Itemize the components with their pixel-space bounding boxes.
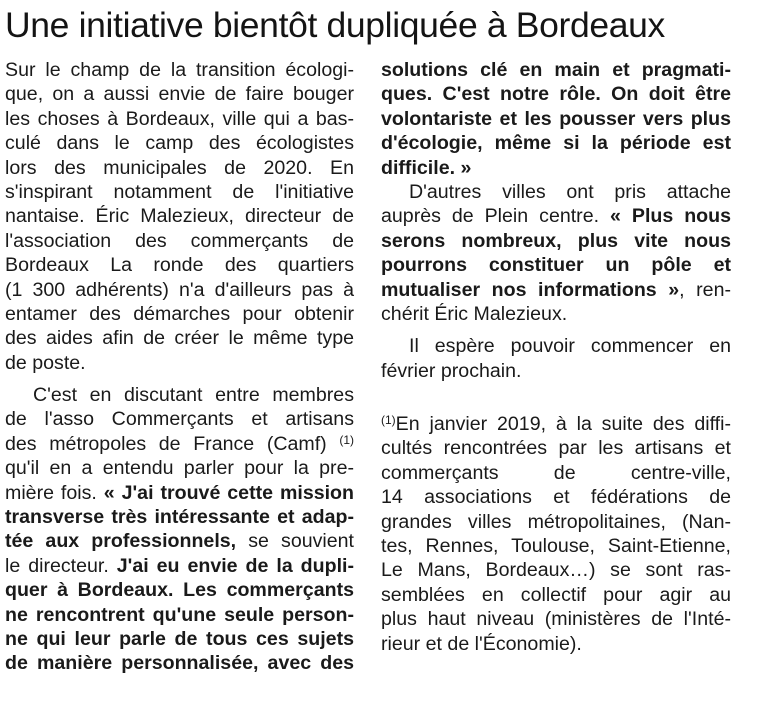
text-run: auprès de Plein centre. bbox=[381, 205, 611, 228]
text-line bbox=[5, 554, 354, 578]
quote-line: d'écologie, même si la période est bbox=[381, 132, 731, 155]
quote-line: transverse très intéressante et adap- bbox=[5, 506, 354, 529]
text-line: qu'il en a entendu parler pour la pre- bbox=[5, 457, 354, 480]
paragraph-intro bbox=[5, 58, 354, 375]
text-line bbox=[381, 204, 731, 228]
quote-run: J'ai eu envie de la dupli- bbox=[116, 554, 354, 577]
quote-line: pourrons constituer un pôle et bbox=[381, 254, 731, 277]
quote-run: « Plus nous bbox=[610, 205, 732, 228]
text-line: Sur le champ de la transition écologi- bbox=[5, 59, 354, 81]
text-line: des aides afin de créer le même type bbox=[5, 327, 354, 350]
text-run: mière fois. bbox=[5, 481, 104, 504]
text-line: chérit Éric Malezieux. bbox=[381, 302, 568, 325]
quote-run: tée aux professionnels, bbox=[5, 530, 237, 553]
paragraph-hope bbox=[381, 334, 731, 383]
quote-line: quer à Bordeaux. Les commerçants bbox=[5, 579, 354, 602]
text-line: lors des municipales de 2020. En bbox=[5, 156, 354, 179]
paragraph-other-cities bbox=[381, 180, 731, 326]
left-column bbox=[5, 58, 354, 676]
quote-run: « J'ai trouvé cette mission bbox=[103, 481, 354, 504]
footnote-reference: (1) bbox=[339, 432, 354, 447]
text-run: le directeur. bbox=[5, 554, 117, 577]
text-line: plus haut niveau (ministères de l'Inté- bbox=[381, 608, 731, 631]
footnote bbox=[381, 412, 731, 656]
text-line: Il espère pouvoir commencer en bbox=[409, 335, 731, 358]
text-line: rieur et de l'Économie). bbox=[381, 632, 582, 655]
text-line: Le Mans, Bordeaux…) se sont ras- bbox=[381, 559, 731, 582]
text-line: les choses à Bordeaux, ville qui a bas- bbox=[5, 107, 354, 130]
quote-continuation bbox=[381, 58, 731, 180]
text-line: l'association des commerçants de bbox=[5, 229, 354, 252]
article-title: Une initiative bientôt dupliquée à Bordeaux bbox=[5, 5, 665, 45]
text-line: culé dans le camp des écologistes bbox=[5, 132, 354, 155]
quote-run: mutualiser nos informations » bbox=[381, 278, 680, 301]
text-line: entamer des démarches pour obtenir bbox=[5, 302, 354, 325]
right-column bbox=[381, 58, 731, 656]
text-line: D'autres villes ont pris attache bbox=[409, 180, 731, 203]
text-line: (1 300 adhérents) n'a d'ailleurs pas à bbox=[5, 278, 354, 301]
quote-line: serons nombreux, plus vite nous bbox=[381, 229, 731, 252]
text-line bbox=[381, 278, 731, 302]
text-line: grandes villes métropolitaines, (Nan- bbox=[381, 510, 731, 533]
text-line: de l'asso Commerçants et artisans bbox=[5, 408, 354, 431]
text-line: de poste. bbox=[5, 351, 86, 374]
quote-line: solutions clé en main et pragmati- bbox=[381, 59, 731, 81]
quote-line: de manière personnalisée, avec des bbox=[5, 652, 354, 675]
text-line: que, on a aussi envie de faire bouger bbox=[5, 83, 354, 106]
text-line: Bordeaux La ronde des quartiers bbox=[5, 254, 354, 277]
text-line bbox=[5, 432, 354, 456]
footnote-marker: (1) bbox=[381, 413, 396, 428]
quote-line: ne rencontrent qu'une seule person- bbox=[5, 603, 354, 626]
text-line: C'est en discutant entre membres bbox=[33, 384, 354, 407]
text-line: tes, Rennes, Toulouse, Saint-Etienne, bbox=[381, 535, 731, 558]
text-line: février prochain. bbox=[381, 359, 522, 382]
text-line: 14 associations et fédérations de bbox=[381, 486, 731, 509]
text-run: se souvient bbox=[236, 530, 354, 553]
text-run: des métropoles de France (Camf) bbox=[5, 432, 327, 455]
text-line: cultés rencontrées par les artisans et bbox=[381, 437, 731, 460]
text-run: En janvier 2019, à la suite des diffi- bbox=[395, 413, 731, 436]
text-line bbox=[5, 529, 354, 553]
quote-line: ques. C'est notre rôle. On doit être bbox=[381, 83, 731, 106]
text-line: commerçants de centre-ville, bbox=[381, 461, 731, 484]
quote-line: difficile. » bbox=[381, 156, 472, 179]
text-line: semblées en collectif pour agir au bbox=[381, 583, 731, 606]
text-run: , ren- bbox=[679, 278, 732, 301]
text-line: s'inspirant notamment de l'initiative bbox=[5, 180, 354, 203]
quote-line: volontariste et les pousser vers plus bbox=[381, 107, 731, 130]
text-line: nantaise. Éric Malezieux, directeur de bbox=[5, 205, 354, 228]
text-line bbox=[5, 481, 354, 505]
quote-line: ne qui leur parle de tous ces sujets bbox=[5, 627, 354, 650]
paragraph-camf bbox=[5, 383, 354, 676]
text-line bbox=[381, 412, 731, 436]
